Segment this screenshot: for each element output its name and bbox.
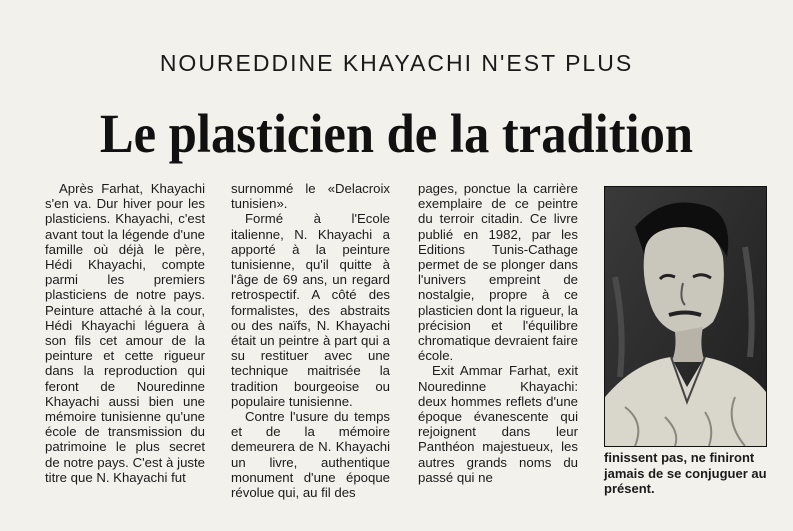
column-2-paragraph-1: surnommé le «Delacroix tunisien». — [231, 181, 390, 212]
column-2-paragraph-3: Contre l'usure du temps et de la mémoire demeurera de N. Khayachi un livre, authentique monument d'une époque révolue qui, au fil des — [231, 409, 390, 501]
article-column-1 — [45, 181, 205, 501]
portrait-photo — [604, 186, 767, 447]
article-column-3 — [418, 181, 578, 501]
column-2-paragraph-2: Formé à l'Ecole italienne, N. Khayachi a apporté à la peinture tunisienne, qu'il quitte à l'âge de 69 ans, un regard retrospectif. A côté des formalistes, des abstraits ou des naïfs, N. Khayachi était un peintre à part qui a su restituer avec une technique maitrisée la tradition bourgeoise ou populaire tunisienne. — [231, 211, 390, 409]
article-column-2 — [231, 181, 390, 501]
column-3-paragraph-1: pages, ponctue la carrière exemplaire de ce peintre du terroir citadin. Ce livre publié en 1982, par les Editions Tunis-Cathage permet de se plonger dans l'univers empreint de nostalgie, propre à ce plasticien dont la rigueur, la précision et l'équilibre chromatique devraient faire école. — [418, 181, 578, 364]
article-headline: Le plasticien de la tradition — [99, 103, 694, 164]
photo-caption: finissent pas, ne finiront jamais de se conjuguer au présent. — [604, 450, 767, 496]
portrait-painting-image — [605, 187, 766, 446]
column-1-paragraph-1: Après Farhat, Khayachi s'en va. Dur hiver pour les plasticiens. Khayachi, c'est avant tout la légende d'une famille où déjà le père, Hédi Khayachi, compte parmi les premiers plasticiens de notre pays. Peinture attaché à la cour, Hédi Khayachi léguera à son fils cet amour de la peinture et cette rigueur dans la reproduction qui feront de Nouredinne Khayachi aussi bien une mémoire tunisienne qu'une école de transmission du patrimoine le plus secret de notre pays. C'est à juste titre que N. Khayachi fut — [45, 181, 205, 485]
column-3-paragraph-2: Exit Ammar Farhat, exit Nouredinne Khayachi: deux hommes reflets d'une époque évanescente qui rejoignent dans leur Panthéon majestueux, les autres grands noms du passé qui ne — [418, 363, 578, 485]
article-kicker: NOUREDDINE KHAYACHI N'EST PLUS — [159, 50, 634, 76]
